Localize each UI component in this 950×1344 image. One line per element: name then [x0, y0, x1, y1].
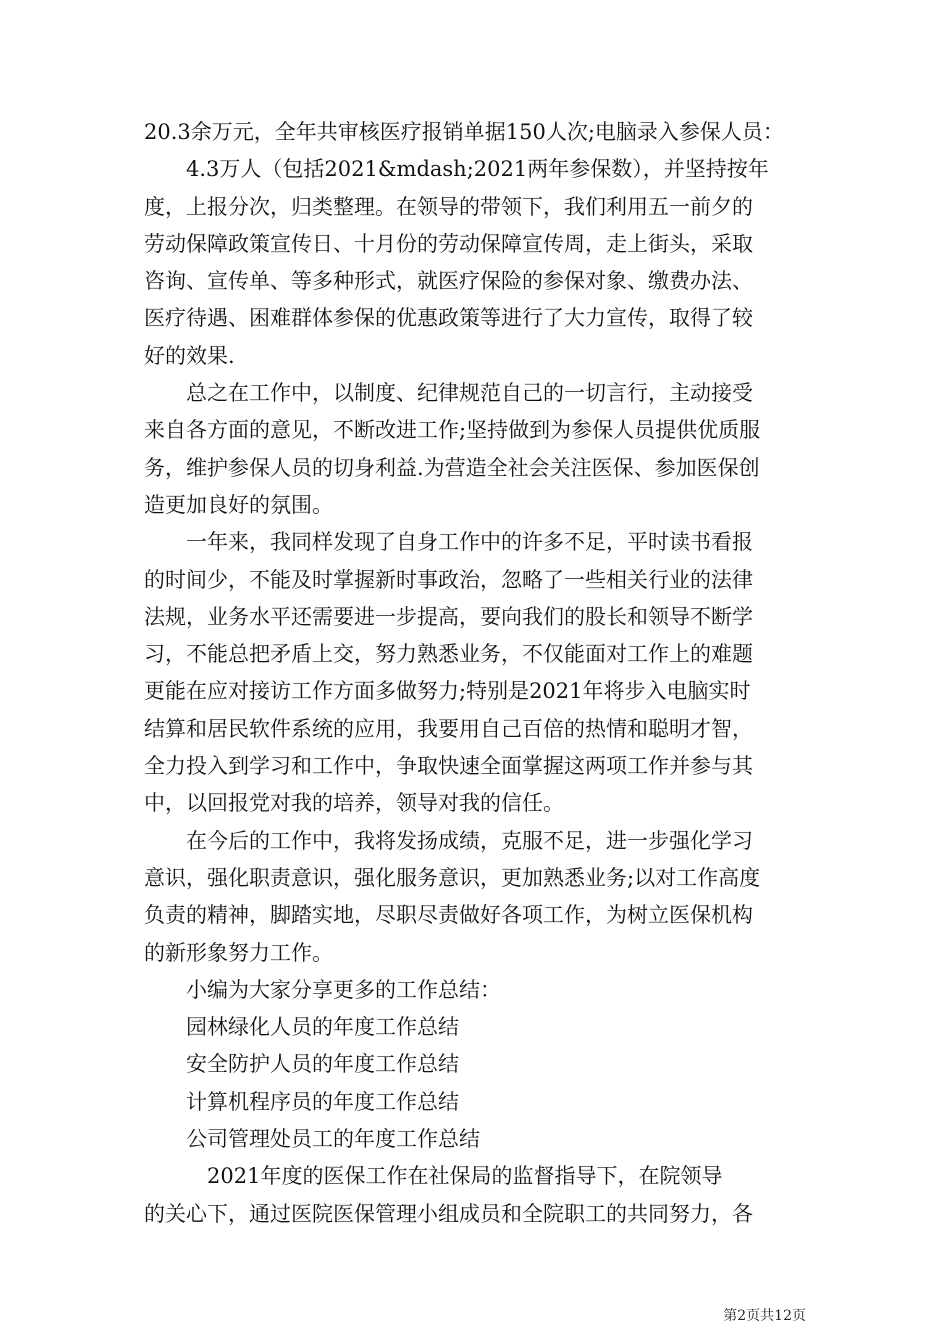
text-line: 总之在工作中，以制度、纪律规范自己的一切言行，主动接受	[144, 381, 753, 406]
page-number-footer: 第2页共12页	[723, 1308, 806, 1324]
text-line: 习，不能总把矛盾上交，努力熟悉业务，不仅能面对工作上的难题	[144, 642, 753, 667]
text-line: 公司管理处员工的年度工作总结	[144, 1127, 480, 1152]
text-line: 度，上报分次，归类整理。在领导的带领下，我们利用五一前夕的	[144, 194, 753, 219]
text-line: 法规，业务水平还需要进一步提高，要向我们的股长和领导不断学	[144, 604, 753, 629]
text-line: 咨询、宣传单、等多种形式，就医疗保险的参保对象、缴费办法、	[144, 269, 753, 294]
text-line: 的时间少，不能及时掌握新时事政治，忽略了一些相关行业的法律	[144, 567, 753, 592]
text-line: 结算和居民软件系统的应用，我要用自己百倍的热情和聪明才智，	[144, 716, 753, 741]
text-line: 更能在应对接访工作方面多做努力;特别是2021年将步入电脑实时	[144, 679, 751, 704]
text-line: 中，以回报党对我的培养，领导对我的信任。	[144, 791, 564, 816]
text-line: 在今后的工作中，我将发扬成绩，克服不足，进一步强化学习	[144, 828, 753, 853]
text-line: 小编为大家分享更多的工作总结：	[144, 977, 501, 1002]
text-line: 2021年度的医保工作在社保局的监督指导下，在院领导	[144, 1164, 723, 1189]
text-line: 好的效果.	[144, 343, 235, 368]
text-line: 医疗待遇、困难群体参保的优惠政策等进行了大力宣传，取得了较	[144, 306, 753, 331]
text-line: 4.3万人（包括2021&mdash;2021两年参保数），并坚持按年	[144, 157, 769, 182]
text-line: 一年来，我同样发现了自身工作中的许多不足，平时读书看报	[144, 530, 753, 555]
text-line: 务，维护参保人员的切身利益.为营造全社会关注医保、参加医保创	[144, 455, 760, 480]
text-line: 的新形象努力工作。	[144, 940, 333, 965]
text-line: 造更加良好的氛围。	[144, 492, 333, 517]
text-line: 劳动保障政策宣传日、十月份的劳动保障宣传周，走上街头，采取	[144, 231, 753, 256]
text-line: 的关心下，通过医院医保管理小组成员和全院职工的共同努力，各	[144, 1201, 753, 1226]
text-line: 负责的精神，脚踏实地，尽职尽责做好各项工作，为树立医保机构	[144, 903, 753, 928]
text-line: 园林绿化人员的年度工作总结	[144, 1015, 459, 1040]
text-line: 意识，强化职责意识，强化服务意识，更加熟悉业务;以对工作高度	[144, 865, 761, 890]
document-body	[144, 114, 806, 1233]
text-line: 20.3余万元，全年共审核医疗报销单据150人次;电脑录入参保人员：	[144, 120, 784, 144]
text-line: 来自各方面的意见，不断改进工作;坚持做到为参保人员提供优质服	[144, 418, 761, 443]
text-line: 全力投入到学习和工作中，争取快速全面掌握这两项工作并参与其	[144, 754, 753, 779]
text-line: 计算机程序员的年度工作总结	[144, 1089, 459, 1114]
text-line: 安全防护人员的年度工作总结	[144, 1052, 459, 1077]
